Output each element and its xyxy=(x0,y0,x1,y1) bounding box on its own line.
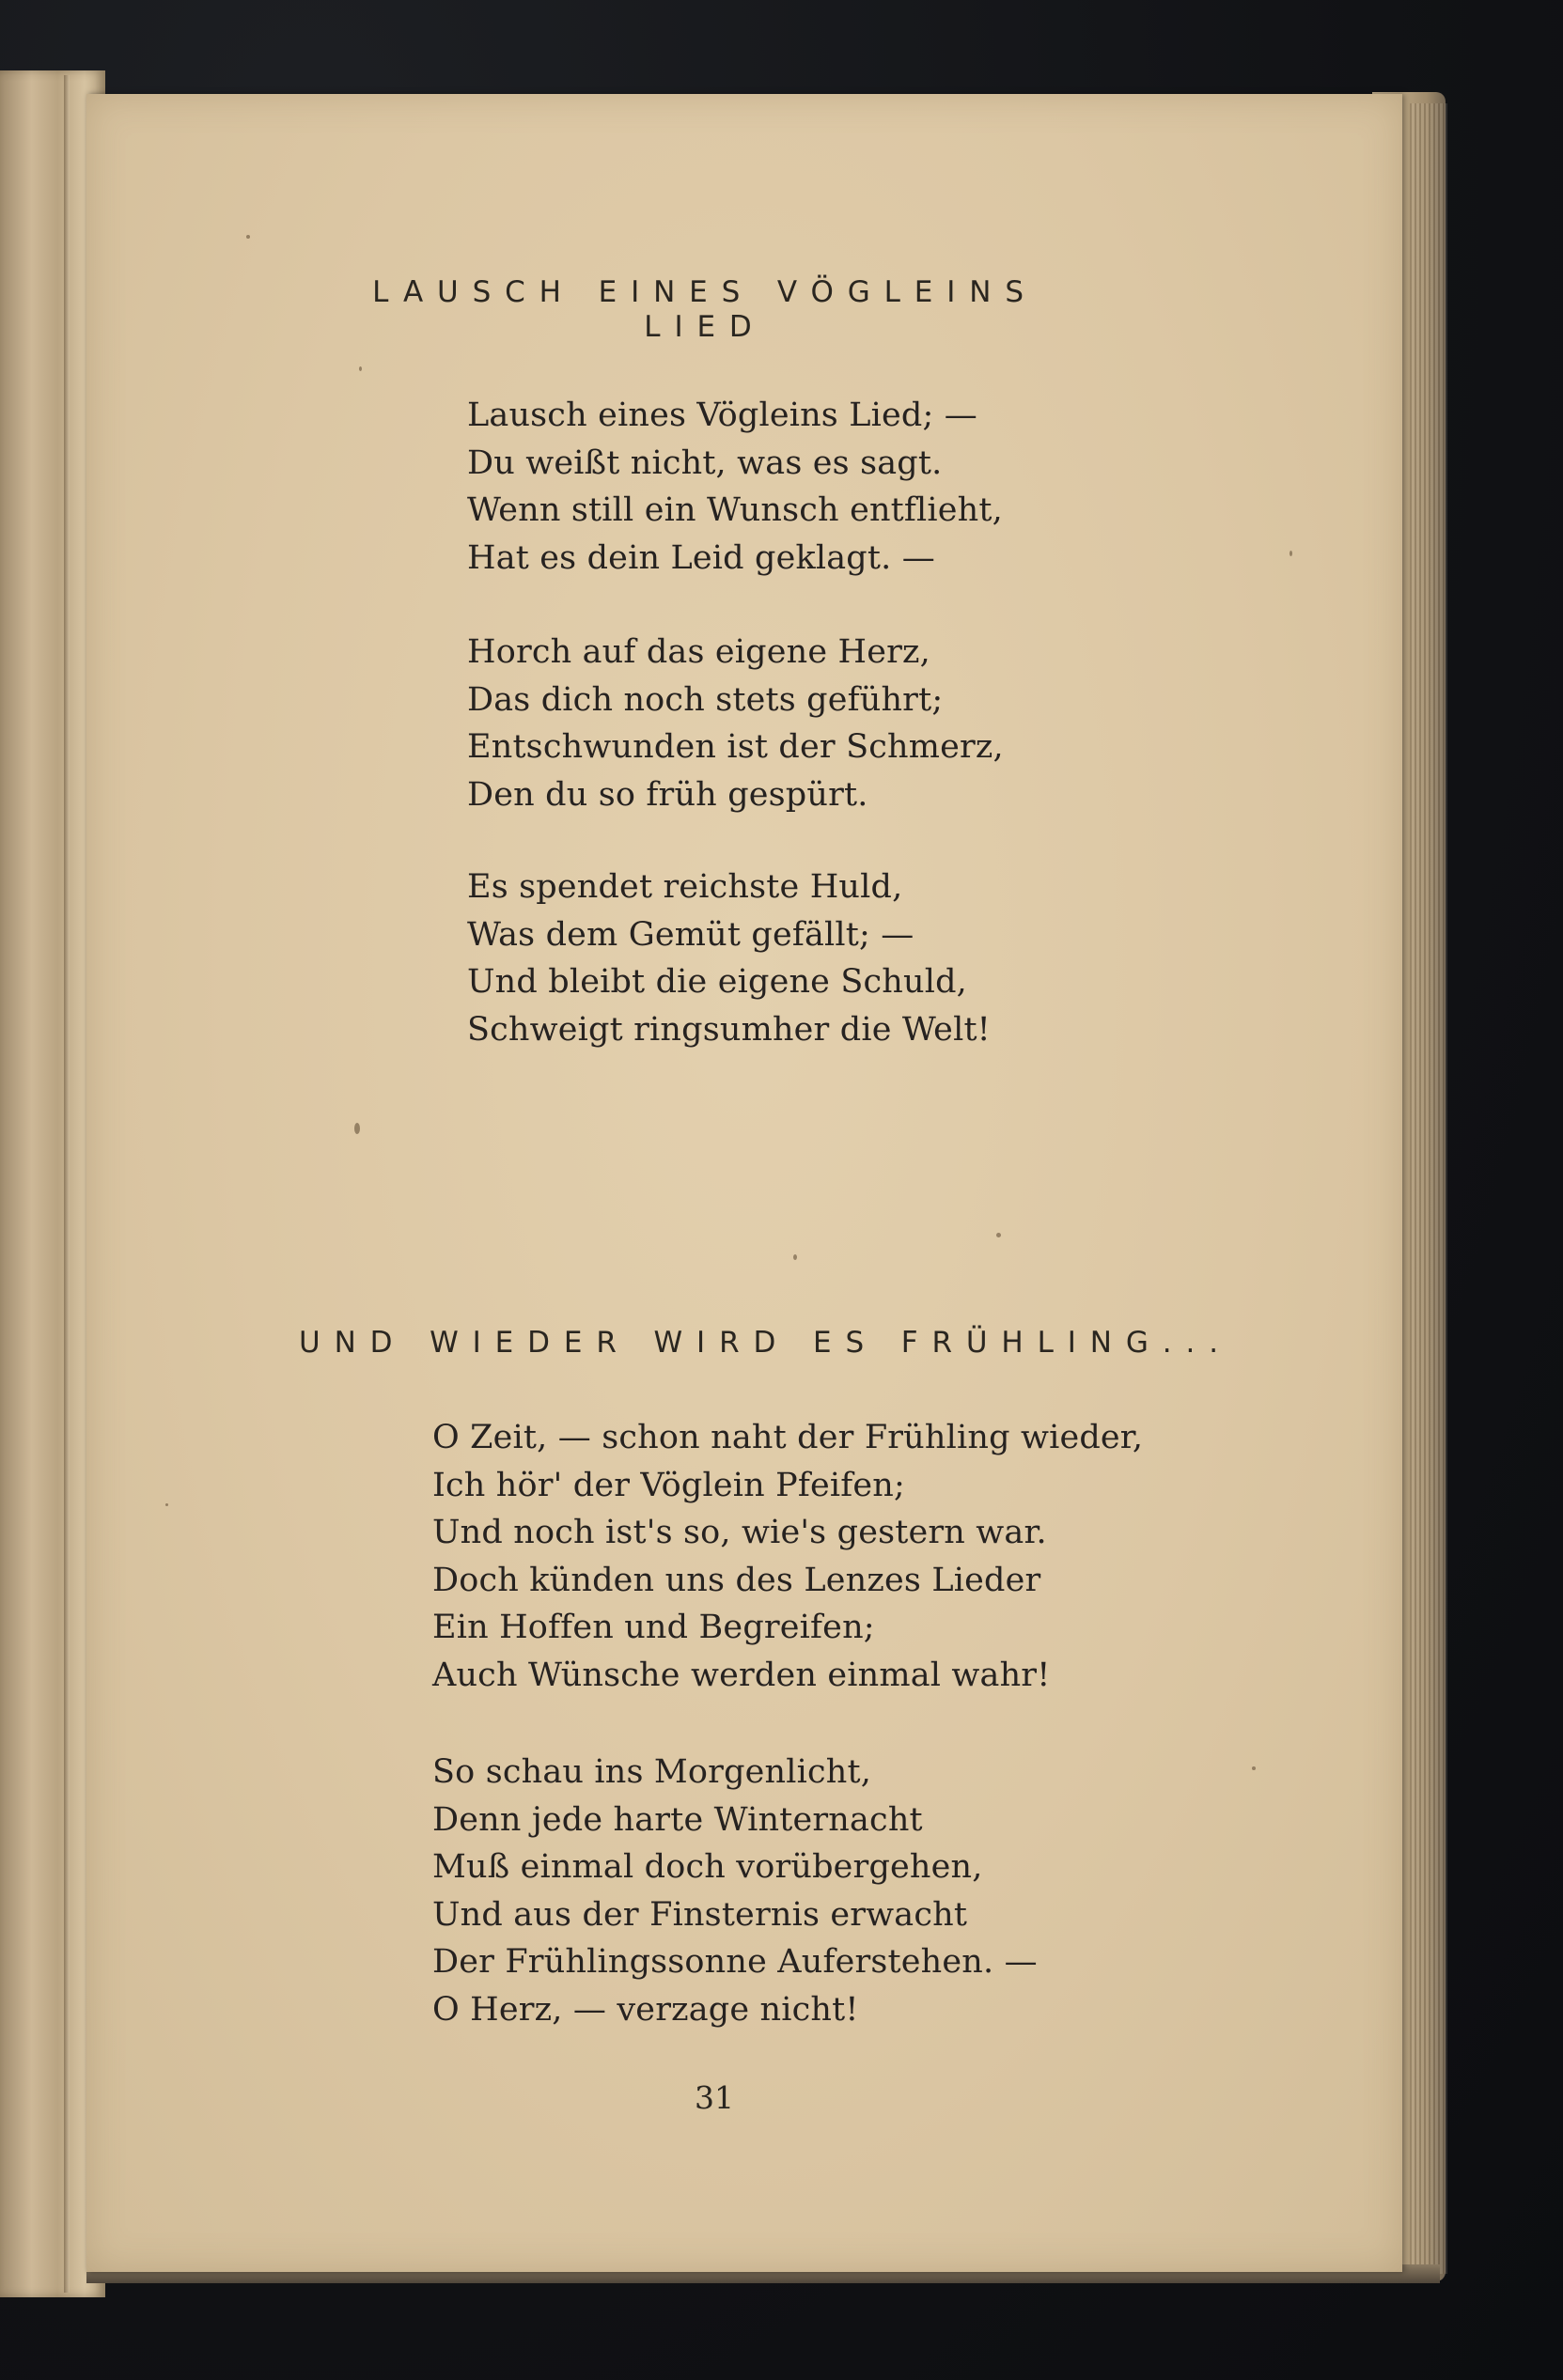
verse-line: So schau ins Morgenlicht, xyxy=(432,1753,872,1791)
verse-line: Denn jede harte Winternacht xyxy=(432,1800,923,1839)
poem-2-title: UND WIEDER WIRD ES FRÜHLING... xyxy=(299,1326,1232,1360)
poem-1-title: LAUSCH EINES VÖGLEINS xyxy=(372,275,1038,309)
verse-line: Der Frühlingssonne Auferstehen. — xyxy=(432,1943,1038,1981)
poem-1-stanza-1 xyxy=(467,392,1003,582)
verse-line: Muß einmal doch vorübergehen, xyxy=(432,1848,983,1886)
verse-line: Und aus der Finsternis erwacht xyxy=(432,1895,968,1934)
verse-line: Es spendet reichste Huld, xyxy=(467,868,903,906)
poem-1-title-line-2: LIED xyxy=(644,310,766,344)
verse-line: Und noch ist's so, wie's gestern war. xyxy=(432,1514,1047,1551)
verse-line: Und bleibt die eigene Schuld, xyxy=(467,963,967,1001)
poem-2-stanza-1 xyxy=(432,1414,1143,1699)
verse-line: Was dem Gemüt gefällt; — xyxy=(467,915,914,954)
page-stack-lines xyxy=(1410,103,1447,2274)
verse-line: O Zeit, — schon naht der Frühling wieder, xyxy=(432,1419,1144,1456)
verse-line: Schweigt ringsumher die Welt! xyxy=(467,1010,991,1049)
verse-line: Horch auf das eigene Herz, xyxy=(467,633,930,671)
verse-line: Ich hör' der Vöglein Pfeifen; xyxy=(432,1466,905,1504)
verse-line: Du weißt nicht, was es sagt. xyxy=(467,443,943,482)
verse-line: Wenn still ein Wunsch entflieht, xyxy=(467,491,1003,529)
verse-line: Ein Hoffen und Begreifen; xyxy=(432,1609,875,1646)
poem-2-stanza-2 xyxy=(432,1749,1038,2033)
verse-line: Auch Wünsche werden einmal wahr! xyxy=(432,1656,1051,1694)
verse-line: Das dich noch stets geführt; xyxy=(467,680,944,719)
verse-line: Lausch eines Vögleins Lied; — xyxy=(467,397,977,434)
poem-1-stanza-3 xyxy=(467,863,991,1053)
verse-line: Hat es dein Leid geklagt. — xyxy=(467,538,935,577)
verse-line: Entschwunden ist der Schmerz, xyxy=(467,728,1004,766)
book-spine xyxy=(64,75,70,2293)
page-number: 31 xyxy=(695,2079,734,2116)
verse-line: O Herz, — verzage nicht! xyxy=(432,1990,859,2029)
poem-1-stanza-2 xyxy=(467,629,1004,818)
verse-line: Den du so früh gespürt. xyxy=(467,775,868,814)
verse-line: Doch künden uns des Lenzes Lieder xyxy=(432,1561,1041,1599)
